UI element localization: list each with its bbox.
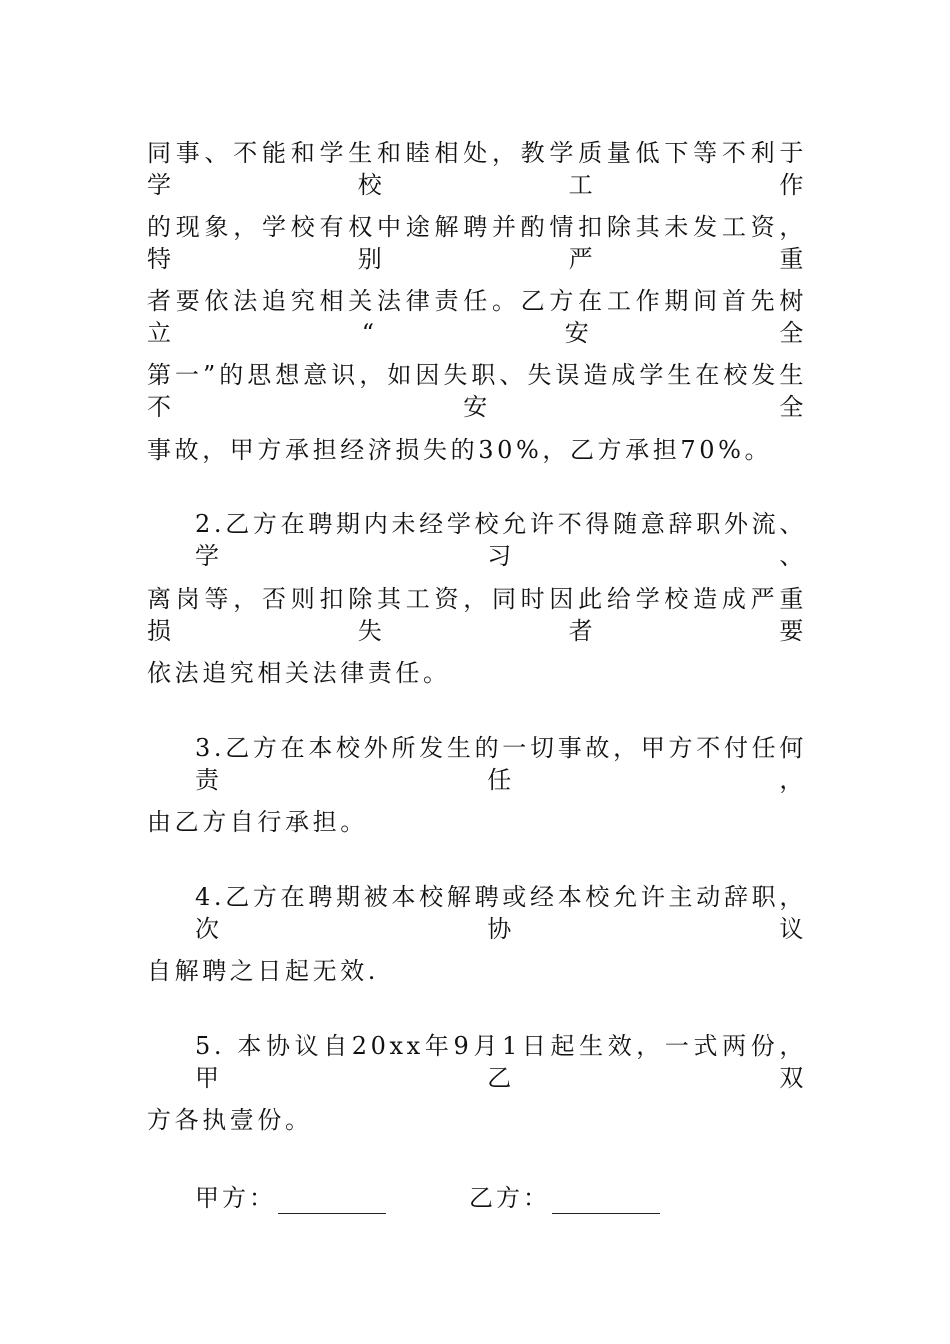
- party-b-signature: [469, 1182, 660, 1214]
- clause-2-line-1: 2.乙方在聘期内未经学校允许不得随意辞职外流、学习、: [195, 510, 807, 570]
- clause-5-line-2: 方各执壹份。: [147, 1106, 313, 1134]
- paragraph-1-line-3: 者要依法追究相关法律责任。乙方在工作期间首先树立“安全: [147, 287, 807, 347]
- clause-2-line-3: 依法追究相关法律责任。: [147, 659, 451, 687]
- party-a-label: 甲方：: [195, 1184, 276, 1212]
- clause-3-line-1: 3.乙方在本校外所发生的一切事故，甲方不付任何责任，: [195, 734, 807, 794]
- paragraph-1-line-5: 事故，甲方承担经济损失的30%，乙方承担70%。: [147, 436, 773, 464]
- clause-4-line-1: 4.乙方在聘期被本校解聘或经本校允许主动辞职，次协议: [195, 883, 807, 943]
- party-b-label: 乙方：: [469, 1184, 550, 1212]
- clause-4-line-2: 自解聘之日起无效.: [147, 957, 380, 985]
- party-a-signature: [195, 1182, 386, 1214]
- clause-3-line-2: 由乙方自行承担。: [147, 808, 368, 836]
- paragraph-1-line-4: 第一”的思想意识，如因失职、失误造成学生在校发生不安全: [147, 361, 807, 421]
- clause-5-line-1: 5. 本协议自20xx年9月1日起生效，一式两份，甲乙双: [195, 1032, 807, 1092]
- paragraph-1-line-1: 同事、不能和学生和睦相处，教学质量低下等不利于学校工作: [147, 139, 807, 199]
- clause-2-line-2: 离岗等，否则扣除其工资，同时因此给学校造成严重损失者要: [147, 585, 807, 645]
- party-b-signature-blank: [552, 1187, 660, 1214]
- paragraph-1-line-2: 的现象，学校有权中途解聘并酌情扣除其未发工资，特别严重: [147, 213, 807, 273]
- party-a-signature-blank: [278, 1187, 386, 1214]
